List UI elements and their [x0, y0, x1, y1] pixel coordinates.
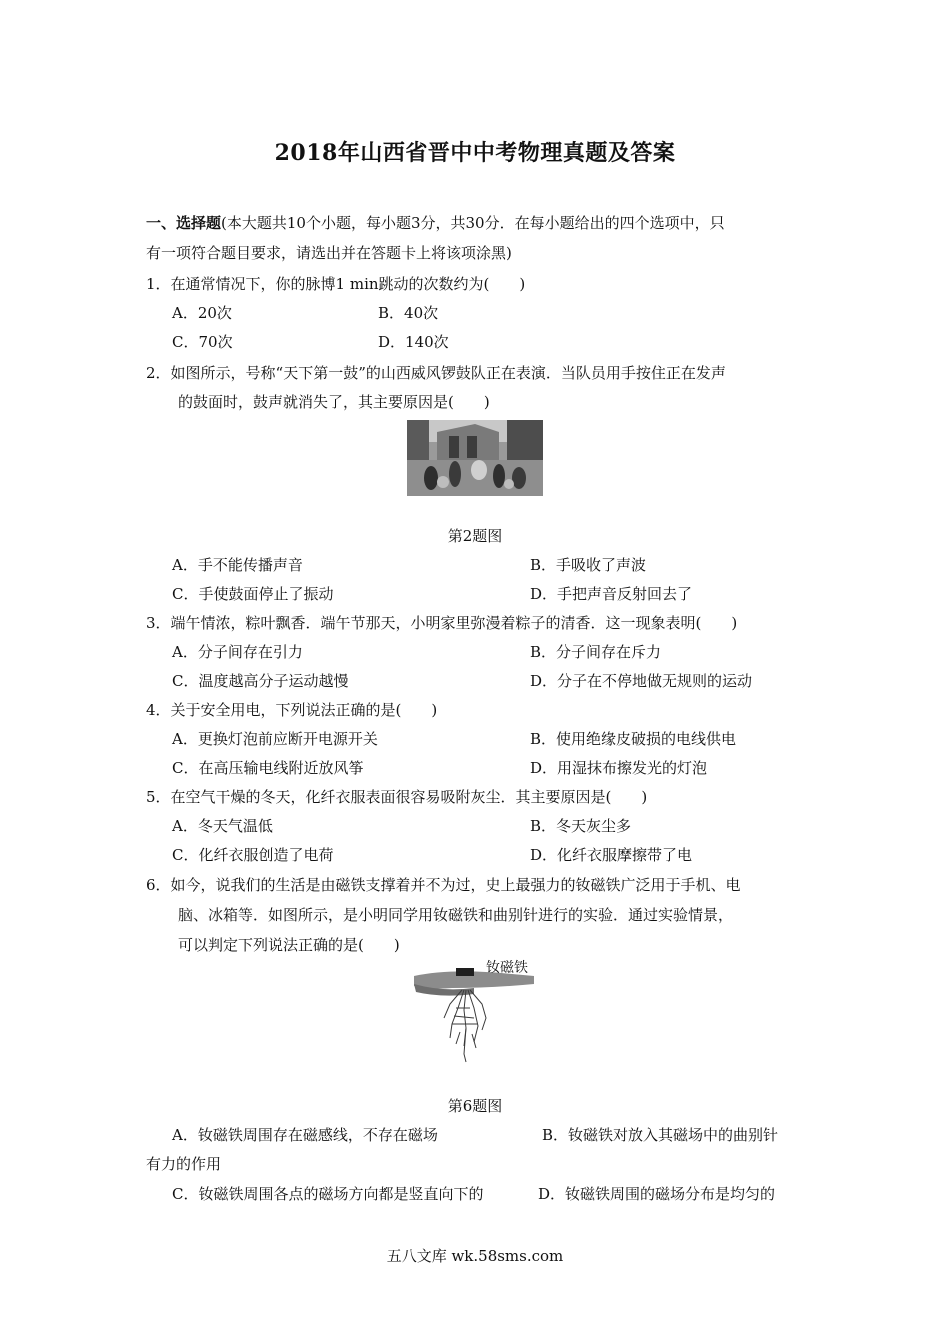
q6-stem-line3: 可以判定下列说法正确的是( ): [178, 936, 400, 954]
q3-stem: 3．端午情浓，粽叶飘香．端午节那天，小明家里弥漫着粽子的清香．这一现象表明( ): [146, 614, 738, 632]
q6-option-a: A．钕磁铁周围存在磁感线，不存在磁场: [172, 1126, 438, 1144]
q5-option-c: C．化纤衣服创造了电荷: [172, 846, 334, 864]
q4-option-a: A．更换灯泡前应断开电源开关: [172, 730, 378, 748]
q2-option-d: D．手把声音反射回去了: [530, 585, 693, 603]
drum-team-photo: [407, 420, 543, 496]
q6-figure-caption: 第6题图: [447, 1097, 503, 1115]
q2-option-b: B．手吸收了声波: [530, 556, 647, 574]
drum-team-photo-graphic: [407, 420, 543, 496]
q3-option-b: B．分子间存在斥力: [530, 643, 662, 661]
q4-stem: 4．关于安全用电，下列说法正确的是( ): [146, 701, 438, 719]
magnet-figure-label: 钕磁铁: [486, 960, 528, 976]
q6-stem-line1: 6．如今，说我们的生活是由磁铁支撑着并不为过，史上最强力的钕磁铁广泛用于手机、电: [146, 876, 741, 894]
section-intro-text: (本大题共10个小题，每小题3分，共30分．在每小题给出的四个选项中，只: [221, 214, 725, 232]
magnet-experiment-photo: [412, 958, 534, 1068]
q5-option-a: A．冬天气温低: [172, 817, 273, 835]
q4-option-b: B．使用绝缘皮破损的电线供电: [530, 730, 737, 748]
q1-option-a: A．20次: [172, 304, 232, 322]
q3-option-c: C．温度越高分子运动越慢: [172, 672, 349, 690]
page-footer: 五八文库 wk.58sms.com: [386, 1247, 564, 1265]
page-title: 2018年山西省晋中中考物理真题及答案: [274, 140, 676, 166]
q2-option-c: C．手使鼓面停止了振动: [172, 585, 334, 603]
q2-figure-caption: 第2题图: [447, 527, 503, 545]
q3-option-a: A．分子间存在引力: [172, 643, 303, 661]
q6-option-b-line1: B．钕磁铁对放入其磁场中的曲别针: [542, 1126, 779, 1144]
q1-stem: 1．在通常情况下，你的脉博1 min跳动的次数约为( ): [146, 275, 526, 293]
q5-option-d: D．化纤衣服摩擦带了电: [530, 846, 693, 864]
q3-option-d: D．分子在不停地做无规则的运动: [530, 672, 753, 690]
section-heading: 一、选择题: [146, 214, 222, 232]
q4-option-d: D．用湿抹布擦发光的灯泡: [530, 759, 708, 777]
q1-option-b: B．40次: [378, 304, 439, 322]
q6-stem-line2: 脑、冰箱等．如图所示，是小明同学用钕磁铁和曲别针进行的实验．通过实验情景，: [178, 906, 734, 924]
q2-stem-line2: 的鼓面时，鼓声就消失了，其主要原因是( ): [178, 393, 490, 411]
q6-option-c: C．钕磁铁周围各点的磁场方向都是竖直向下的: [172, 1185, 484, 1203]
q6-option-d: D．钕磁铁周围的磁场分布是均匀的: [538, 1185, 776, 1203]
q5-option-b: B．冬天灰尘多: [530, 817, 632, 835]
section-intro-line1: [146, 212, 725, 234]
q6-option-b-line2: 有力的作用: [146, 1155, 222, 1173]
q1-option-c: C．70次: [172, 333, 233, 351]
section-intro-line2: 有一项符合题目要求，请选出并在答题卡上将该项涂黑): [146, 244, 512, 262]
q2-stem-line1: 2．如图所示，号称“天下第一鼓”的山西威风锣鼓队正在表演．当队员用手按住正在发声: [146, 364, 726, 382]
q2-option-a: A．手不能传播声音: [172, 556, 303, 574]
q5-stem: 5．在空气干燥的冬天，化纤衣服表面很容易吸附灰尘．其主要原因是( ): [146, 788, 648, 806]
q1-option-d: D．140次: [378, 333, 449, 351]
q4-option-c: C．在高压输电线附近放风筝: [172, 759, 364, 777]
